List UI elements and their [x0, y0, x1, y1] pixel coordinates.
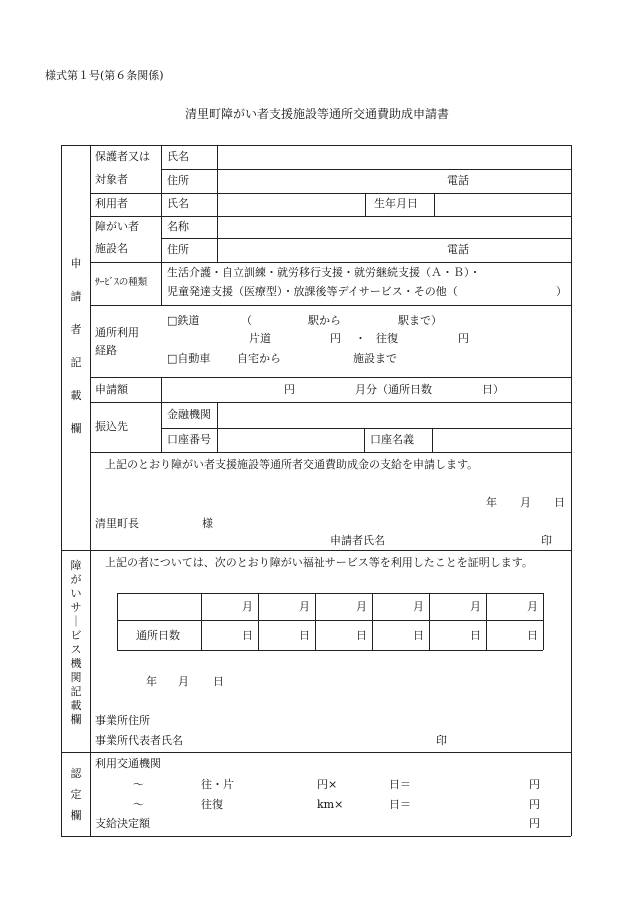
approval-row1-type: 往・片: [201, 778, 234, 791]
account-number-label: 口座番号: [167, 433, 211, 446]
guardian-phone-label: 電話: [447, 174, 469, 187]
attendance-days-label: 通所日数: [136, 629, 180, 642]
approval-row1-yen: 円: [529, 778, 540, 791]
days-cell-3: 日: [356, 629, 367, 642]
route-label: 通所利用: [95, 326, 139, 339]
guardian-label: 保護者又は: [95, 150, 150, 163]
oneway-yen: 円: [330, 332, 341, 345]
office-representative-label: 事業所代表者氏名: [95, 734, 183, 747]
to-facility-label: 施設まで: [353, 352, 397, 365]
bank-label: 振込先: [95, 420, 128, 433]
amount-label: 申請額: [95, 383, 128, 396]
service-options-line-1: 生活介護・自立訓練・就労移行支援・就労継続支援（Ａ・Ｂ）・: [167, 266, 481, 279]
mayor-label: 清里町長: [95, 517, 139, 530]
approval-row2-yen: 円: [529, 798, 540, 811]
certify-day: 日: [213, 675, 224, 688]
office-address-label: 事業所住所: [95, 714, 150, 727]
guardian-address-label: 住所: [167, 174, 189, 187]
facility-label-2: 施設名: [95, 242, 128, 255]
certify-statement: 上記の者については、次のとおり障がい福祉サービス等を利用したことを証明します。: [105, 556, 533, 569]
facility-phone-label: 電話: [447, 243, 469, 256]
birthdate-label: 生年月日: [374, 197, 418, 210]
days-cell-5: 日: [470, 629, 481, 642]
month-header-5: 月: [470, 600, 481, 613]
decided-amount-yen: 円: [529, 817, 540, 830]
transport-label: 利用交通機関: [95, 757, 161, 770]
bank-institution-label: 金融機関: [167, 408, 211, 421]
request-day: 日: [554, 496, 565, 509]
roundtrip-label: 往復: [376, 332, 398, 345]
month-header-6: 月: [527, 600, 538, 613]
service-options-close: ）: [556, 285, 567, 298]
page-title: 清里町障がい者支援施設等通所交通費助成申請書: [185, 107, 450, 121]
user-name-label: 氏名: [167, 197, 189, 210]
to-station-label: 駅まで）: [398, 314, 442, 327]
applicant-seal: 印: [541, 534, 552, 547]
certify-month: 月: [178, 675, 189, 688]
office-seal: 印: [436, 734, 447, 747]
request-statement: 上記のとおり障がい者支援施設等通所者交通費助成金の支給を申請します。: [105, 458, 479, 471]
month-header-4: 月: [413, 600, 424, 613]
amount-month: 月分（通所日数: [355, 383, 432, 396]
service-options-line-2: 児童発達支援（医療型）・放課後等デイサービス・その他（: [167, 285, 458, 298]
certify-year: 年: [146, 675, 157, 688]
route-label-2: 経路: [95, 344, 117, 357]
approval-row2-unit: km×: [317, 798, 344, 811]
approval-row2-tilde: ～: [133, 798, 144, 811]
service-agency-section-label: 障 が い サ ｜ ビ ス 機 関 記 載 欄: [70, 559, 82, 726]
from-station-label: 駅から: [308, 314, 341, 327]
service-type-label: ｻｰﾋﾞｽの種類: [95, 277, 148, 288]
rail-checkbox[interactable]: □鉄道: [167, 314, 200, 327]
month-header-1: 月: [242, 600, 253, 613]
applicant-name-label: 申請者氏名: [330, 534, 385, 547]
from-home-label: 自宅から: [237, 352, 281, 365]
request-year: 年: [486, 496, 497, 509]
amount-yen: 円: [284, 383, 295, 396]
amount-days: 日）: [482, 383, 504, 396]
car-checkbox[interactable]: □自動車: [167, 352, 211, 365]
approval-section-label: 認 定 欄: [70, 767, 82, 822]
approval-row2-days: 日＝: [389, 798, 411, 811]
oneway-label: 片道: [249, 332, 271, 345]
route-separator: ・: [355, 332, 366, 345]
decided-amount-label: 支給決定額: [95, 817, 150, 830]
facility-address-label: 住所: [167, 243, 189, 256]
mayor-honorific: 様: [202, 517, 213, 530]
form-number: 様式第１号(第６条関係): [45, 69, 164, 82]
month-header-3: 月: [356, 600, 367, 613]
days-cell-1: 日: [242, 629, 253, 642]
applicant-section-label: 申 請 者 記 載 欄: [70, 257, 82, 435]
user-label: 利用者: [95, 197, 128, 210]
days-cell-4: 日: [413, 629, 424, 642]
approval-row1-unit: 円×: [317, 778, 338, 791]
request-month: 月: [520, 496, 531, 509]
guardian-label-2: 対象者: [95, 173, 128, 186]
guardian-name-label: 氏名: [167, 150, 189, 163]
days-cell-6: 日: [527, 629, 538, 642]
approval-row2-type: 往復: [201, 798, 223, 811]
route-paren-open: （: [241, 314, 252, 327]
month-header-2: 月: [299, 600, 310, 613]
approval-row1-days: 日＝: [389, 778, 411, 791]
approval-row1-tilde: ～: [133, 778, 144, 791]
facility-name-label: 名称: [167, 220, 189, 233]
roundtrip-yen: 円: [458, 332, 469, 345]
account-name-label: 口座名義: [370, 433, 414, 446]
days-cell-2: 日: [299, 629, 310, 642]
facility-label: 障がい者: [95, 220, 139, 233]
